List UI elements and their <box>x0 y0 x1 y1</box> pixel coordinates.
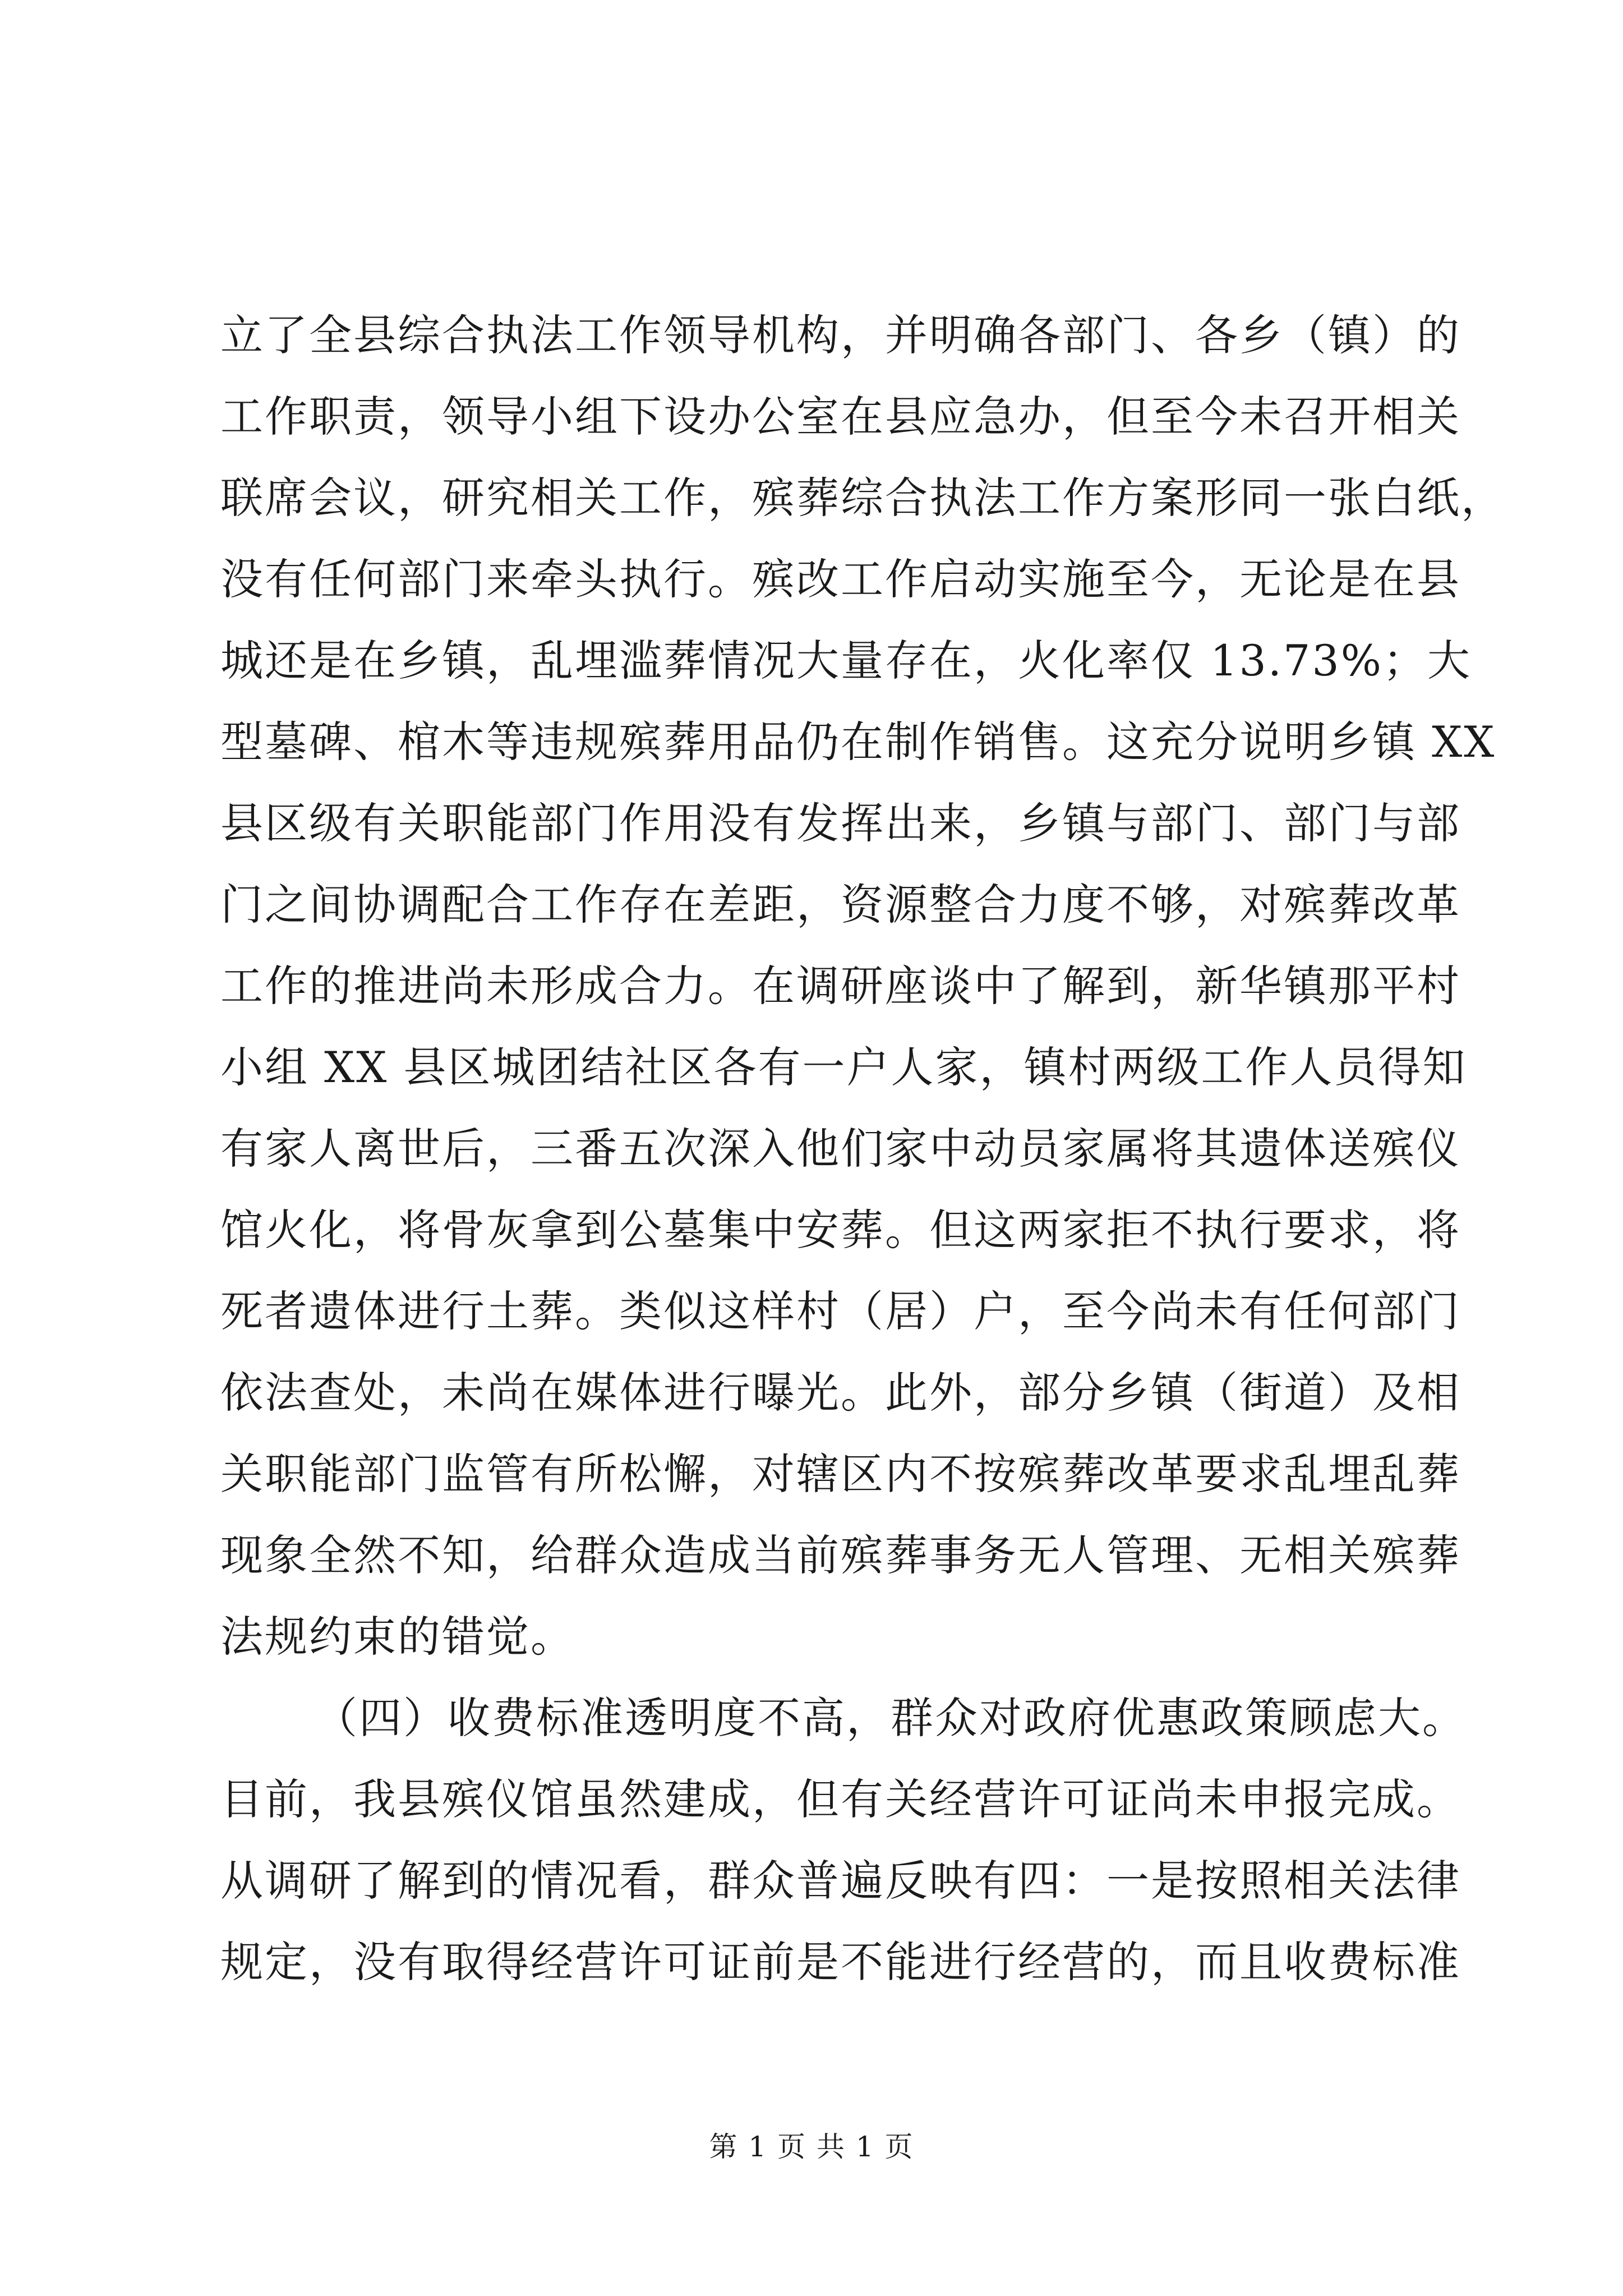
body-text <box>220 295 1505 2003</box>
text-line-paragraph-end: 法规约束的错觉。 <box>220 1612 575 1662</box>
text-line: 依法查处，未尚在媒体进行曝光。此外，部分乡镇（街道）及相 <box>220 1368 1461 1418</box>
text-line: 立了全县综合执法工作领导机构，并明确各部门、各乡（镇）的 <box>220 310 1461 360</box>
text-line: 死者遗体进行土葬。类似这样村（居）户，至今尚未有任何部门 <box>220 1286 1461 1336</box>
text-line: 没有任何部门来牵头执行。殡改工作启动实施至今，无论是在县 <box>220 554 1461 604</box>
text-line: 城还是在乡镇，乱埋滥葬情况大量存在，火化率仅 13.73%；大 <box>220 636 1472 685</box>
text-line: 门之间协调配合工作存在差距，资源整合力度不够，对殡葬改革 <box>220 880 1461 930</box>
text-line: 从调研了解到的情况看，群众普遍反映有四：一是按照相关法律 <box>220 1856 1461 1906</box>
text-line: 联席会议，研究相关工作，殡葬综合执法工作方案形同一张白纸， <box>220 473 1505 523</box>
section-heading-line: （四）收费标准透明度不高，群众对政府优惠政策顾虑大。 <box>315 1693 1467 1743</box>
text-line: 县区级有关职能部门作用没有发挥出来，乡镇与部门、部门与部 <box>220 798 1461 848</box>
text-line: 目前，我县殡仪馆虽然建成，但有关经营许可证尚未申报完成。 <box>220 1774 1461 1824</box>
page-footer: 第 1 页 共 1 页 <box>709 2131 914 2163</box>
text-line: 有家人离世后，三番五次深入他们家中动员家属将其遗体送殡仪 <box>220 1124 1461 1174</box>
text-line: 规定，没有取得经营许可证前是不能进行经营的，而且收费标准 <box>220 1937 1461 1987</box>
text-line: 馆火化，将骨灰拿到公墓集中安葬。但这两家拒不执行要求，将 <box>220 1205 1461 1255</box>
text-line: 工作的推进尚未形成合力。在调研座谈中了解到，新华镇那平村 <box>220 961 1461 1011</box>
text-line: 现象全然不知，给群众造成当前殡葬事务无人管理、无相关殡葬 <box>220 1530 1461 1580</box>
text-line: 型墓碑、棺木等违规殡葬用品仍在制作销售。这充分说明乡镇 XX <box>220 717 1496 767</box>
text-line: 关职能部门监管有所松懈，对辖区内不按殡葬改革要求乱埋乱葬 <box>220 1449 1461 1499</box>
text-line: 小组 XX 县区城团结社区各有一户人家，镇村两级工作人员得知 <box>220 1042 1467 1092</box>
text-line: 工作职责，领导小组下设办公室在县应急办，但至今未召开相关 <box>220 392 1461 441</box>
